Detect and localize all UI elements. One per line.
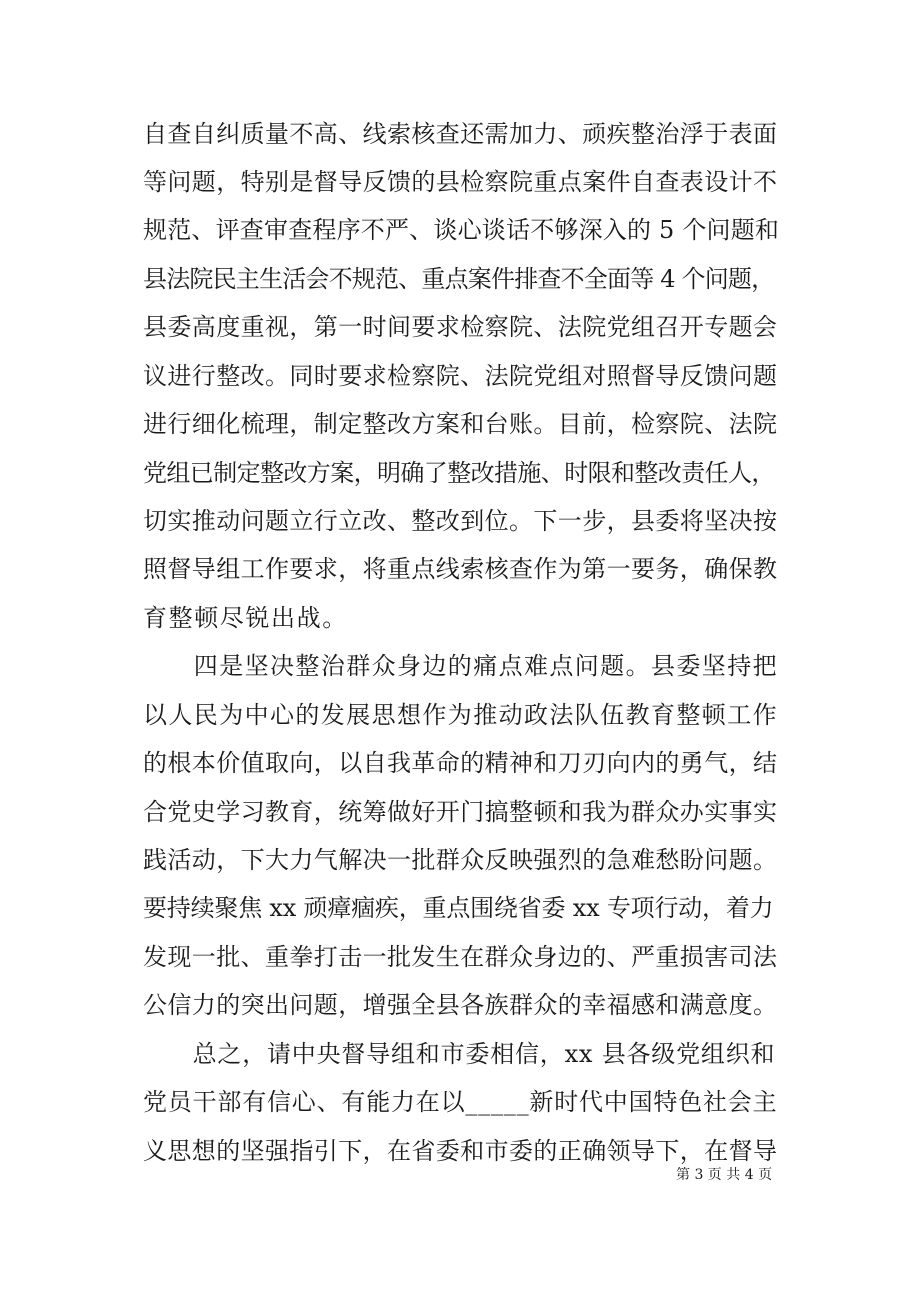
body-text-line: 县法院民主生活会不规范、重点案件排查不全面等 4 个问题，: [143, 265, 775, 293]
body-text-line: 发现一批、重拳打击一批发生在群众身边的、严重损害司法: [143, 943, 778, 971]
body-text-line: 进行细化梳理，制定整改方案和台账。目前，检察院、法院: [143, 410, 778, 438]
body-text-line: 自查自纠质量不高、线索核查还需加力、顽疾整治浮于表面: [143, 120, 778, 148]
body-text-line: 议进行整改。同时要求检察院、法院党组对照督导反馈问题: [143, 362, 778, 390]
body-text-line: 以人民为中心的发展思想作为推动政法队伍教育整顿工作: [143, 701, 778, 729]
body-text-line: 切实推动问题立行立改、整改到位。下一步，县委将坚决按: [143, 507, 778, 535]
body-text-line: 照督导组工作要求，将重点线索核查作为第一要务，确保教: [143, 555, 778, 583]
body-text-line: 义思想的坚强指引下，在省委和市委的正确领导下，在督导: [143, 1137, 778, 1165]
body-text-line: 公信力的突出问题，增强全县各族群众的幸福感和满意度。: [143, 991, 778, 1019]
body-text-line: 的根本价值取向，以自我革命的精神和刀刃向内的勇气，结: [143, 749, 778, 777]
page-footer: 第 3 页 共 4 页: [676, 1167, 773, 1183]
body-text-line: 合党史学习教育，统筹做好开门搞整顿和我为群众办实事实: [143, 798, 778, 826]
body-text-line: 党员干部有信心、有能力在以_____新时代中国特色社会主: [143, 1088, 778, 1116]
paragraph-start-line: 总之，请中央督导组和市委相信，xx 县各级党组织和: [143, 1040, 776, 1068]
body-text-line: 要持续聚焦 xx 顽瘴痼疾，重点围绕省委 xx 专项行动，着力: [143, 894, 774, 922]
body-text-line: 县委高度重视，第一时间要求检察院、法院党组召开专题会: [143, 313, 778, 341]
body-text-line: 践活动，下大力气解决一批群众反映强烈的急难愁盼问题。: [143, 846, 778, 874]
body-text-line: 育整顿尽锐出战。: [143, 604, 348, 632]
body-text-line: 党组已制定整改方案，明确了整改措施、时限和整改责任人，: [143, 459, 775, 487]
body-text-line: 等问题，特别是督导反馈的县检察院重点案件自查表设计不: [143, 168, 778, 196]
paragraph-start-line: 四是坚决整治群众身边的痛点难点问题。县委坚持把: [143, 652, 778, 680]
body-text-line: 规范、评查审查程序不严、谈心谈话不够深入的 5 个问题和: [143, 216, 780, 244]
